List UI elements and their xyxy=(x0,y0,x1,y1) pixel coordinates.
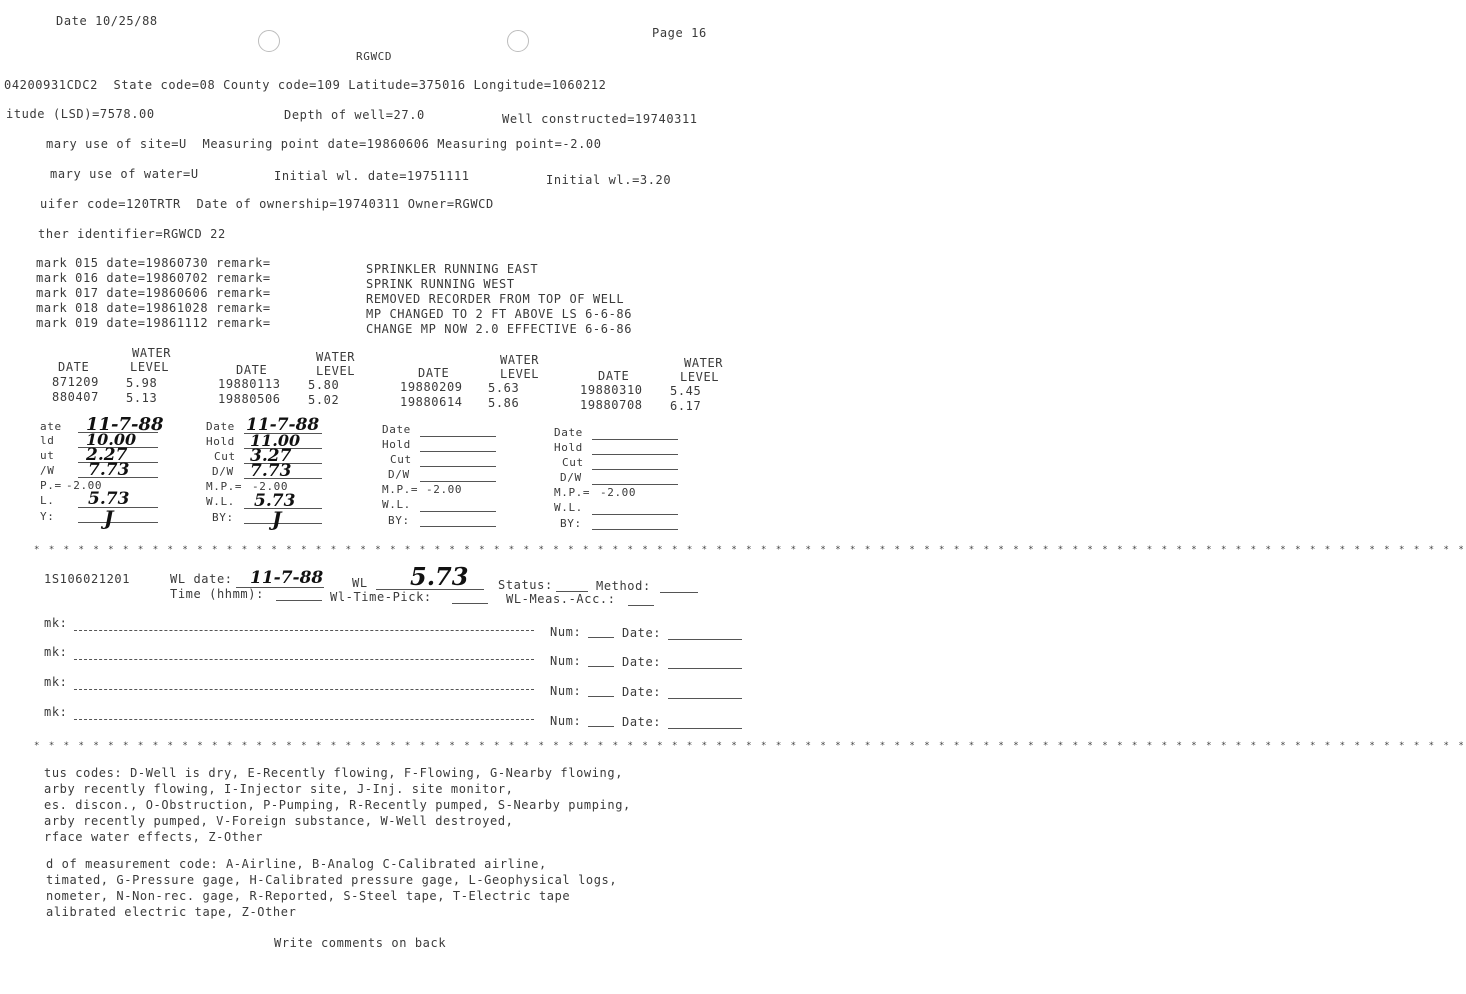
remark-entry-label: mk: xyxy=(44,675,68,689)
remark-text: MP CHANGED TO 2 FT ABOVE LS 6-6-86 xyxy=(366,307,633,321)
form4-dw-line[interactable] xyxy=(592,484,678,485)
well-depth: Depth of well=27.0 xyxy=(284,108,425,122)
form4-hold-label: Hold xyxy=(554,441,583,454)
form3-wl-line[interactable] xyxy=(420,511,496,512)
form2-date-label: Date xyxy=(206,420,235,433)
col-header-level: LEVEL xyxy=(500,367,540,381)
form4-cut-line[interactable] xyxy=(592,469,678,470)
form1-by-line xyxy=(78,522,158,523)
level-date: 19880310 xyxy=(580,383,643,397)
form3-mp-value: -2.00 xyxy=(426,483,463,496)
form3-cut-line[interactable] xyxy=(420,466,496,467)
form4-date-line[interactable] xyxy=(592,439,678,440)
form2-by-line xyxy=(244,523,322,524)
col-header-date: DATE xyxy=(598,369,630,383)
level-value: 5.63 xyxy=(488,381,520,395)
remark-entry-line[interactable] xyxy=(74,719,534,720)
form1-date-value: 11-7-88 xyxy=(86,414,164,435)
level-value: 5.86 xyxy=(488,396,520,410)
form4-cut-label: Cut xyxy=(562,456,584,469)
level-date: 19880614 xyxy=(400,395,463,409)
level-value: 5.98 xyxy=(126,376,158,390)
remark-text: CHANGE MP NOW 2.0 EFFECTIVE 6-6-86 xyxy=(366,322,633,336)
remark-num-field[interactable] xyxy=(588,637,614,638)
col-header-level: LEVEL xyxy=(316,364,356,378)
wl-meas-acc-label: WL-Meas.-Acc.: xyxy=(506,592,616,606)
form3-date-label: Date xyxy=(382,423,411,436)
form3-dw-line[interactable] xyxy=(420,481,496,482)
form4-wl-line[interactable] xyxy=(592,514,678,515)
col-header-water: WATER xyxy=(500,353,540,367)
method-codes-line: nometer, N-Non-rec. gage, R-Reported, S-Steel tape, T-Electric tape xyxy=(46,889,571,903)
level-date: 19880113 xyxy=(218,377,281,391)
form3-hold-label: Hold xyxy=(382,438,411,451)
col-header-level: LEVEL xyxy=(130,360,170,374)
col-header-date: DATE xyxy=(236,363,268,377)
form1-wl-value: 5.73 xyxy=(88,489,130,509)
form1-dw-value: 7.73 xyxy=(88,460,130,480)
wl-meas-acc-field[interactable] xyxy=(628,605,654,606)
form3-dw-label: D/W xyxy=(388,468,410,481)
form2-cut-label: Cut xyxy=(214,450,236,463)
form3-cut-label: Cut xyxy=(390,453,412,466)
form2-wl-value: 5.73 xyxy=(254,491,296,511)
form1-by-initial: J xyxy=(104,506,114,530)
remark-left: mark 017 date=19860606 remark= xyxy=(36,286,271,300)
level-date: 19880506 xyxy=(218,392,281,406)
remark-num-label: Num: xyxy=(550,654,582,668)
remark-num-field[interactable] xyxy=(588,726,614,727)
site-id: 1S106021201 xyxy=(44,572,131,586)
footer-note: Write comments on back xyxy=(274,936,447,950)
method-codes-line: d of measurement code: A-Airline, B-Analog C-Calibrated airline, xyxy=(46,857,547,871)
col-header-water: WATER xyxy=(316,350,356,364)
status-codes-line: es. discon., O-Obstruction, P-Pumping, R-Recently pumped, S-Nearby pumping, xyxy=(44,798,631,812)
form1-hold-label: ld xyxy=(40,434,55,447)
remark-entry-label: mk: xyxy=(44,645,68,659)
form4-hold-line[interactable] xyxy=(592,454,678,455)
form2-dw-value: 7.73 xyxy=(250,461,292,481)
col-header-water: WATER xyxy=(132,346,172,360)
remark-num-label: Num: xyxy=(550,714,582,728)
remark-left: mark 015 date=19860730 remark= xyxy=(36,256,271,270)
well-constructed: Well constructed=19740311 xyxy=(502,112,698,126)
remark-date-field[interactable] xyxy=(668,668,742,669)
remark-num-field[interactable] xyxy=(588,696,614,697)
remark-date-label: Date: xyxy=(622,685,662,699)
form2-hold-label: Hold xyxy=(206,435,235,448)
separator-stars: * * * * * * * * * * * * * * * * * * * * * * * * * * * * * * * * * * * * * * * * * * * * * * * * * * * * * * * * * * * * * * * * * * * * * * * * * * * * * * * * * * * * * * * * * * * * * * * * * xyxy=(34,545,1466,555)
form1-by-label: Y: xyxy=(40,510,55,523)
form1-mp-value: -2.00 xyxy=(66,479,103,492)
form2-mp-label: M.P.= xyxy=(206,480,243,493)
level-date: 880407 xyxy=(52,390,99,404)
measuring-point-line: mary use of site=U Measuring point date=19860606 Measuring point=-2.00 xyxy=(46,137,602,151)
remark-date-label: Date: xyxy=(622,715,662,729)
remark-text: SPRINK RUNNING WEST xyxy=(366,277,515,291)
punch-hole xyxy=(258,30,280,52)
form3-by-line[interactable] xyxy=(420,526,496,527)
method-codes-line: alibrated electric tape, Z-Other xyxy=(46,905,297,919)
form4-by-label: BY: xyxy=(560,517,582,530)
remark-left: mark 016 date=19860702 remark= xyxy=(36,271,271,285)
remark-entry-line[interactable] xyxy=(74,689,534,690)
method-field[interactable] xyxy=(660,592,698,593)
col-header-date: DATE xyxy=(418,366,450,380)
level-date: 19880708 xyxy=(580,398,643,412)
remark-entry-label: mk: xyxy=(44,705,68,719)
site-altitude: itude (LSD)=7578.00 xyxy=(6,107,155,121)
form1-dw-label: /W xyxy=(40,464,55,477)
form2-hold-value: 11.00 xyxy=(250,431,301,450)
remark-num-field[interactable] xyxy=(588,666,614,667)
form4-wl-label: W.L. xyxy=(554,501,583,514)
remark-entry-line[interactable] xyxy=(74,630,534,631)
form2-cut-value: 3.27 xyxy=(250,446,292,466)
form3-date-line[interactable] xyxy=(420,436,496,437)
remark-date-field[interactable] xyxy=(668,639,742,640)
form2-by-label: BY: xyxy=(212,511,234,524)
remark-date-field[interactable] xyxy=(668,728,742,729)
page-number: Page 16 xyxy=(652,26,707,40)
level-value: 5.13 xyxy=(126,391,158,405)
form2-dw-label: D/W xyxy=(212,465,234,478)
form1-cut-label: ut xyxy=(40,449,55,462)
form3-by-label: BY: xyxy=(388,514,410,527)
remark-entry-label: mk: xyxy=(44,616,68,630)
form2-mp-value: -2.00 xyxy=(252,480,289,493)
status-codes-line: arby recently pumped, V-Foreign substance, W-Well destroyed, xyxy=(44,814,514,828)
level-value: 5.80 xyxy=(308,378,340,392)
remark-entry-line[interactable] xyxy=(74,659,534,660)
form2-date-value: 11-7-88 xyxy=(246,415,320,435)
level-value: 5.45 xyxy=(670,384,702,398)
form3-mp-label: M.P.= xyxy=(382,483,419,496)
level-value: 6.17 xyxy=(670,399,702,413)
col-header-level: LEVEL xyxy=(680,370,720,384)
status-codes-line: arby recently flowing, I-Injector site, J-Inj. site monitor, xyxy=(44,782,514,796)
form4-mp-label: M.P.= xyxy=(554,486,591,499)
other-identifier: ther identifier=RGWCD 22 xyxy=(38,227,226,241)
time-field[interactable] xyxy=(276,600,322,601)
wl-date-value: 11-7-88 xyxy=(250,568,324,588)
form4-dw-label: D/W xyxy=(560,471,582,484)
status-label: Status: xyxy=(498,578,553,592)
water-use: mary use of water=U xyxy=(50,167,199,181)
form1-mp-label: P.= xyxy=(40,479,62,492)
level-date: 871209 xyxy=(52,375,99,389)
form1-hold-value: 10.00 xyxy=(86,430,137,449)
method-codes-line: timated, G-Pressure gage, H-Calibrated pressure gage, L-Geophysical logs, xyxy=(46,873,618,887)
remark-left: mark 018 date=19861028 remark= xyxy=(36,301,271,315)
status-codes-line: rface water effects, Z-Other xyxy=(44,830,264,844)
aquifer-owner-line: uifer code=120TRTR Date of ownership=19740311 Owner=RGWCD xyxy=(40,197,494,211)
time-label: Time (hhmm): xyxy=(170,587,264,601)
wl-time-pick-label: Wl-Time-Pick: xyxy=(330,590,432,604)
remark-text: REMOVED RECORDER FROM TOP OF WELL xyxy=(366,292,625,306)
col-header-date: DATE xyxy=(58,360,90,374)
initial-wl: Initial wl.=3.20 xyxy=(546,173,672,187)
remark-num-label: Num: xyxy=(550,684,582,698)
initial-wl-date: Initial wl. date=19751111 xyxy=(274,169,470,183)
form1-cut-value: 2.27 xyxy=(86,445,128,465)
status-codes-line: tus codes: D-Well is dry, E-Recently flowing, F-Flowing, G-Nearby flowing, xyxy=(44,766,624,780)
form4-date-label: Date xyxy=(554,426,583,439)
punch-hole xyxy=(507,30,529,52)
separator-stars: * * * * * * * * * * * * * * * * * * * * * * * * * * * * * * * * * * * * * * * * * * * * * * * * * * * * * * * * * * * * * * * * * * * * * * * * * * * * * * * * * * * * * * * * * * * * * * * * * xyxy=(34,741,1466,751)
report-date: Date 10/25/88 xyxy=(56,14,158,28)
wl-date-label: WL date: xyxy=(170,572,233,586)
remark-date-field[interactable] xyxy=(668,698,742,699)
remark-date-label: Date: xyxy=(622,626,662,640)
wl-label: WL xyxy=(352,576,368,590)
form1-date-label: ate xyxy=(40,420,62,433)
form4-by-line[interactable] xyxy=(592,529,678,530)
remark-num-label: Num: xyxy=(550,625,582,639)
wl-value: 5.73 xyxy=(410,562,469,591)
remark-date-label: Date: xyxy=(622,655,662,669)
form4-mp-value: -2.00 xyxy=(600,486,637,499)
level-date: 19880209 xyxy=(400,380,463,394)
form2-wl-label: W.L. xyxy=(206,495,235,508)
form3-wl-label: W.L. xyxy=(382,498,411,511)
remark-text: SPRINKLER RUNNING EAST xyxy=(366,262,539,276)
form2-by-initial: J xyxy=(272,507,282,531)
wl-time-pick-field[interactable] xyxy=(452,603,488,604)
form3-hold-line[interactable] xyxy=(420,451,496,452)
form1-wl-label: L. xyxy=(40,494,55,507)
level-value: 5.02 xyxy=(308,393,340,407)
col-header-water: WATER xyxy=(684,356,724,370)
site-info-line: 04200931CDC2 State code=08 County code=109 Latitude=375016 Longitude=1060212 xyxy=(4,78,607,92)
method-label: Method: xyxy=(596,579,651,593)
remark-left: mark 019 date=19861112 remark= xyxy=(36,316,271,330)
agency-title: RGWCD xyxy=(356,50,393,63)
